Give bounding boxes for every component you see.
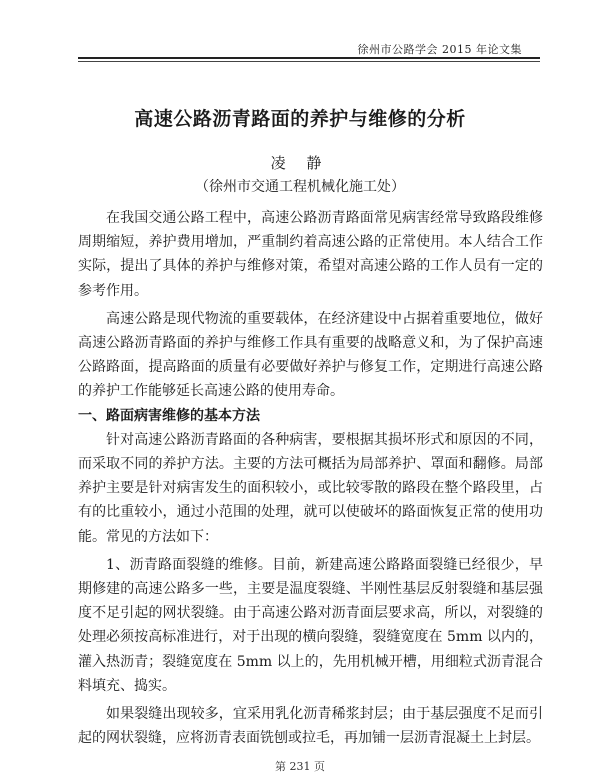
- paragraph-abstract: 在我国交通公路工程中，高速公路沥青路面常见病害经常导致路段维修周期缩短，养护费用增加，严重制约着高速公路的正常使用。本人结合工作实际，提出了具体的养护与维修对策，希望对高速公路的工作人员有一定的参考作用。: [78, 210, 543, 299]
- section-heading: 一、路面病害维修的基本方法: [78, 407, 260, 424]
- paragraph-crack-repair: 1、沥青路面裂缝的维修。目前，新建高速公路路面裂缝已经很少，早期修建的高速公路多一些，主要是温度裂缝、半刚性基层反射裂缝和基层强度不足引起的网状裂缝。由于高速公路对沥青面层要求高，所以，对裂缝的处理必须按高标准进行，对于出现的横向裂缝，裂缝宽度在 5mm 以内的，灌入热沥青；裂缝宽度在 5mm 以上的，先用机械开槽，用细粒式沥青混合料填充、捣实。: [78, 556, 543, 694]
- header-rule-secondary: [78, 61, 540, 62]
- article-body: [78, 206, 543, 750]
- page-number: 第 231 页: [275, 760, 325, 773]
- author-name: 凌 静: [270, 154, 330, 172]
- header-rule: [78, 57, 540, 59]
- paragraph-seal-coat: 如果裂缝出现较多，宜采用乳化沥青稀浆封层；由于基层强度不足而引起的网状裂缝，应将沥青表面铣刨或拉毛，再加铺一层沥青混凝土上封层。: [78, 706, 543, 747]
- running-header: 徐州市公路学会 2015 年论文集: [357, 43, 522, 56]
- author-affiliation: （徐州市交通工程机械化施工处）: [195, 179, 405, 195]
- paragraph-methods: 针对高速公路沥青路面的各种病害，要根据其损坏形式和原因的不同，而采取不同的养护方法。主要的方法可概括为局部养护、罩面和翻修。局部养护主要是针对病害发生的面积较小，或比较零散的路段在整个路段里，占有的比重较小，通过小范围的处理，就可以使破坏的路面恢复正常的使用功能。常见的方法如下：: [78, 431, 543, 545]
- article-title: 高速公路沥青路面的养护与维修的分析: [134, 108, 466, 130]
- paragraph-intro: 高速公路是现代物流的重要载体，在经济建设中占据着重要地位，做好高速公路沥青路面的养护与维修工作具有重要的战略意义和，为了保护高速公路路面，提高路面的质量有必要做好养护与修复工作，定期进行高速公路的养护工作能够延长高速公路的使用寿命。: [78, 310, 543, 400]
